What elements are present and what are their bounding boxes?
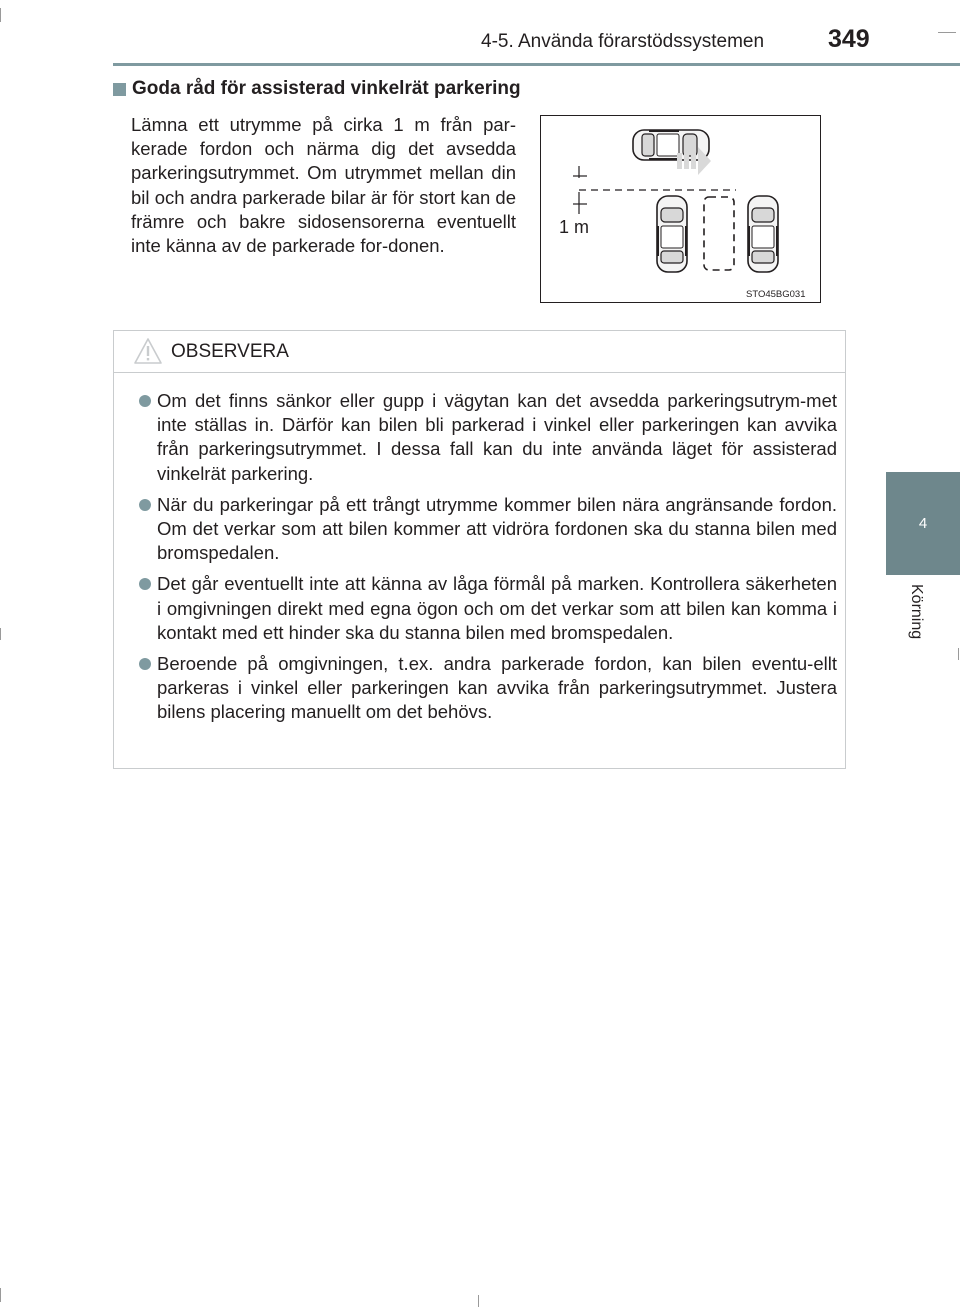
parking-illustration bbox=[540, 115, 821, 303]
crop-mark bbox=[938, 32, 956, 33]
bullet-icon bbox=[139, 578, 151, 590]
warning-box bbox=[113, 330, 846, 769]
chapter-number: 4 bbox=[918, 515, 928, 532]
crop-mark bbox=[0, 8, 1, 22]
chapter-tab bbox=[886, 472, 960, 575]
target-space-outline bbox=[704, 197, 734, 270]
parked-car-right-icon bbox=[748, 196, 778, 272]
figure-code: STO45BG031 bbox=[746, 289, 806, 300]
moving-car-icon bbox=[633, 130, 709, 160]
list-item-text: Om det finns sänkor eller gupp i vägytan kan det avsedda parkeringsutrym-met inte ställas in. Därför kan bilen bli parkerad i vinkel eller parkeringen kan avvika från parkeringsutrymmet. I dessa fall kan du inte använda läget för assisterad vinkelrät parkering. bbox=[157, 390, 837, 484]
warning-list bbox=[114, 373, 845, 725]
list-item-text: När du parkeringar på ett trångt utrymme kommer bilen nära angränsande fordon. Om det verkar som att bilen kommer att vidröra fordonen ska du stanna bilen med bromspedalen. bbox=[157, 493, 837, 564]
list-item-text: Beroende på omgivningen, t.ex. andra parkerade fordon, kan bilen eventu-ellt parkeras i vinkel eller parkeringen kan avvika från parkeringsutrymmet. Justera bilens placering manuellt om det behövs. bbox=[157, 653, 837, 723]
intro-paragraph: Lämna ett utrymme på cirka 1 m från par-kerade fordon och närma dig det avsedda parkeringsutrymmet. Om utrymmet mellan din bil och andra parkerade bilar är för stort kan de främre och bakre sidosensorerna eventuellt inte känna av de parkerade for-donen. bbox=[131, 114, 516, 257]
warning-triangle-icon bbox=[133, 337, 163, 365]
distance-label: 1 m bbox=[559, 217, 590, 237]
warning-header bbox=[114, 331, 845, 373]
chapter-label: Körning bbox=[908, 584, 925, 640]
list-item bbox=[139, 493, 837, 566]
square-bullet-icon bbox=[113, 83, 126, 96]
crop-mark bbox=[0, 1288, 1, 1302]
header-rule bbox=[113, 63, 960, 66]
list-item bbox=[139, 389, 837, 486]
crop-mark bbox=[0, 628, 1, 640]
list-item-text: Det går eventuellt inte att känna av låga förmål på marken. Kontrollera säkerheten i omgivningen direkt med egna ögon och om det verkar som att bilen kan komma i kontakt med ett hinder ska du stanna bilen med bromspedalen. bbox=[157, 573, 837, 643]
list-item bbox=[139, 652, 837, 725]
bullet-icon bbox=[139, 395, 151, 407]
parking-diagram bbox=[541, 116, 820, 302]
bullet-icon bbox=[139, 658, 151, 670]
list-item bbox=[139, 572, 837, 645]
crop-mark bbox=[958, 648, 959, 660]
page-number: 349 bbox=[828, 25, 870, 53]
parked-car-left-icon bbox=[657, 196, 687, 272]
bullet-icon bbox=[139, 499, 151, 511]
section-heading bbox=[113, 78, 521, 100]
crop-mark bbox=[478, 1295, 479, 1307]
header-section-title: 4-5. Använda förarstödssystemen bbox=[481, 31, 765, 52]
section-title: Goda råd för assisterad vinkelrät parkering bbox=[132, 78, 521, 99]
warning-title: OBSERVERA bbox=[171, 341, 289, 362]
